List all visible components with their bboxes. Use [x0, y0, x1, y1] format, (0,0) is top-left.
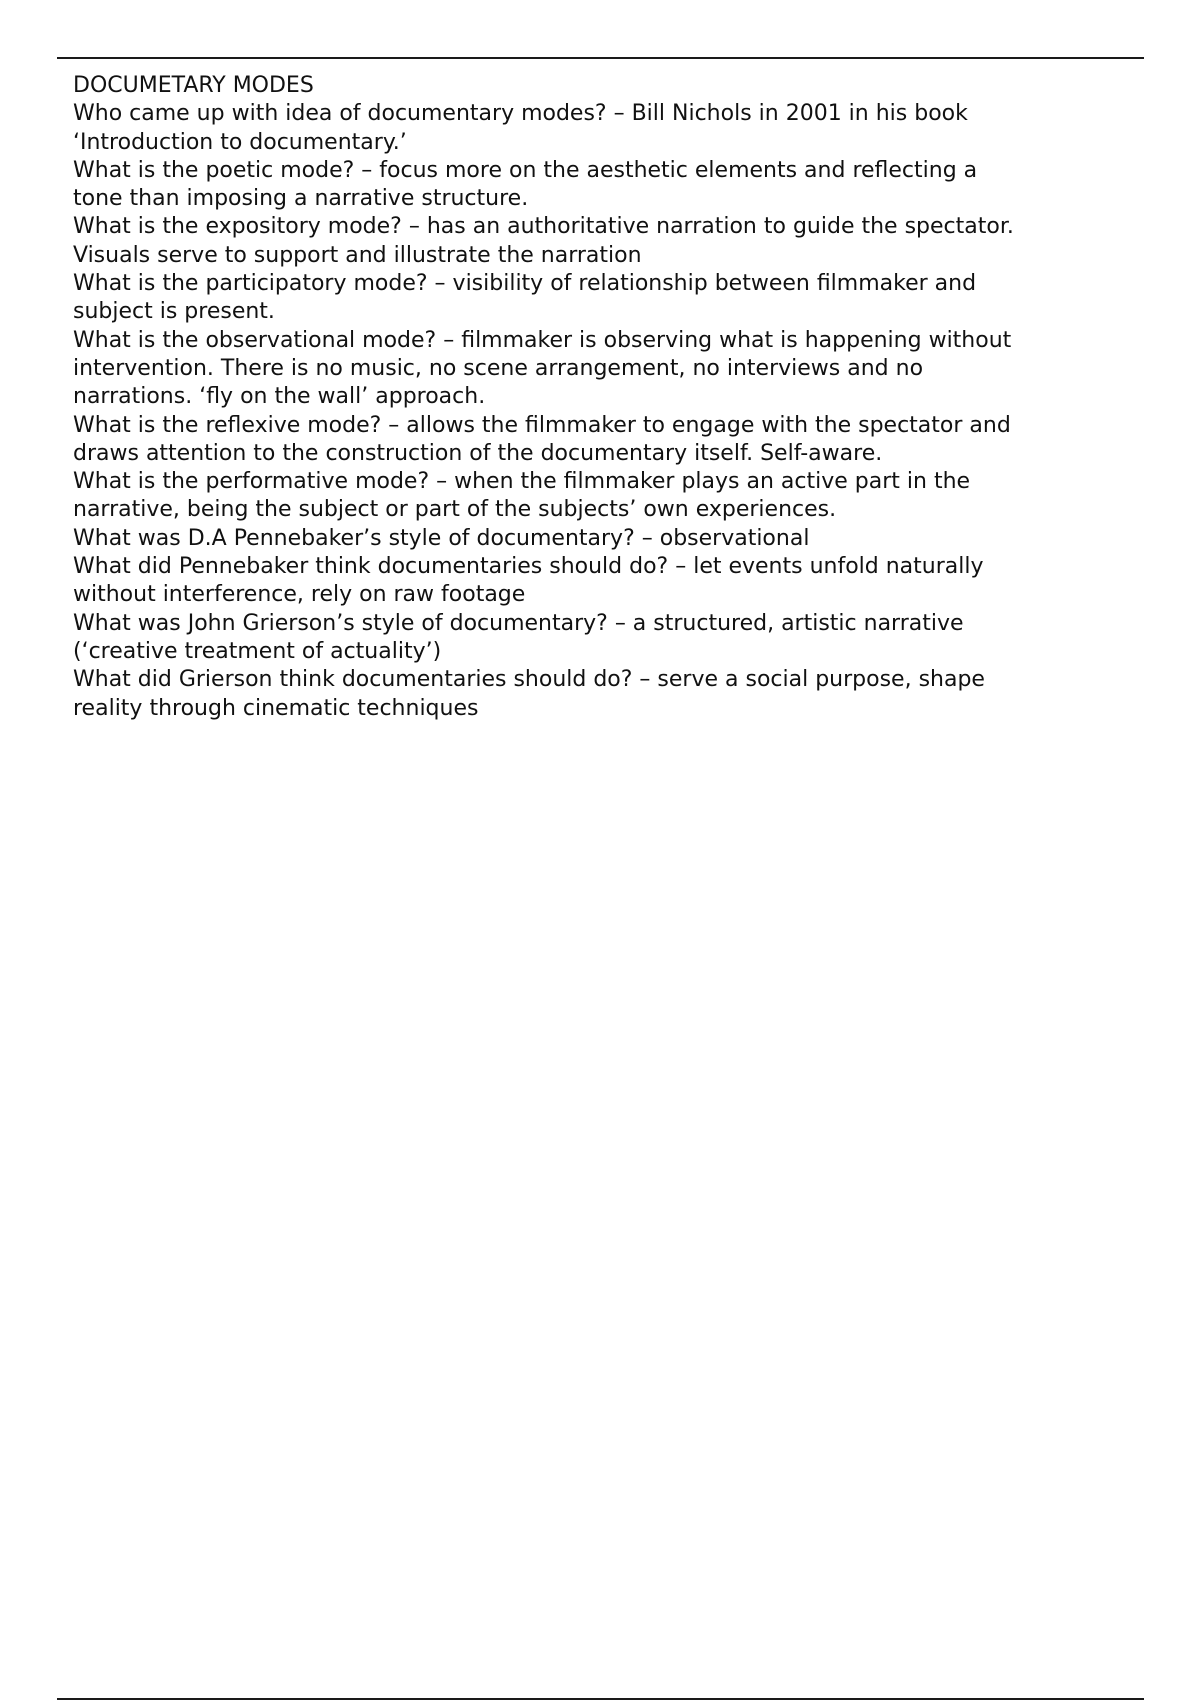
text-line: (‘creative treatment of actuality’)	[73, 638, 442, 664]
text-line: What was D.A Pennebaker’s style of documentary? – observational	[73, 525, 810, 551]
text-line: subject is present.	[73, 299, 275, 325]
text-line: Who came up with idea of documentary modes? – Bill Nichols in 2001 in his book	[73, 101, 968, 127]
text-line: What is the performative mode? – when the filmmaker plays an active part in the	[73, 469, 971, 495]
text-line: Visuals serve to support and illustrate the narration	[73, 242, 642, 268]
text-line: narrations. ‘fly on the wall’ approach.	[73, 384, 486, 410]
top-rule	[57, 57, 1144, 59]
text-line: What was John Grierson’s style of documentary? – a structured, artistic narrative	[73, 610, 964, 636]
text-line: What did Grierson think documentaries should do? – serve a social purpose, shape	[73, 667, 985, 693]
text-line: What did Pennebaker think documentaries should do? – let events unfold naturally	[73, 554, 984, 580]
document-body	[73, 72, 1143, 723]
text-line: draws attention to the construction of the documentary itself. Self-aware.	[73, 440, 883, 466]
text-line: What is the participatory mode? – visibility of relationship between filmmaker and	[73, 271, 977, 297]
text-line: What is the reflexive mode? – allows the filmmaker to engage with the spectator and	[73, 412, 1011, 438]
text-line: What is the observational mode? – filmmaker is observing what is happening without	[73, 327, 1012, 353]
text-line: without interference, rely on raw footage	[73, 582, 526, 608]
text-line: intervention. There is no music, no scene arrangement, no interviews and no	[73, 355, 924, 381]
text-line: ‘Introduction to documentary.’	[73, 129, 407, 155]
text-line: What is the poetic mode? – focus more on the aesthetic elements and reflecting a	[73, 157, 978, 183]
text-line: What is the expository mode? – has an authoritative narration to guide the spectator.	[73, 214, 1014, 240]
text-line: reality through cinematic techniques	[73, 695, 479, 721]
text-line: tone than imposing a narrative structure.	[73, 186, 529, 212]
document-title: DOCUMETARY MODES	[73, 73, 314, 98]
text-line: narrative, being the subject or part of the subjects’ own experiences.	[73, 497, 837, 523]
